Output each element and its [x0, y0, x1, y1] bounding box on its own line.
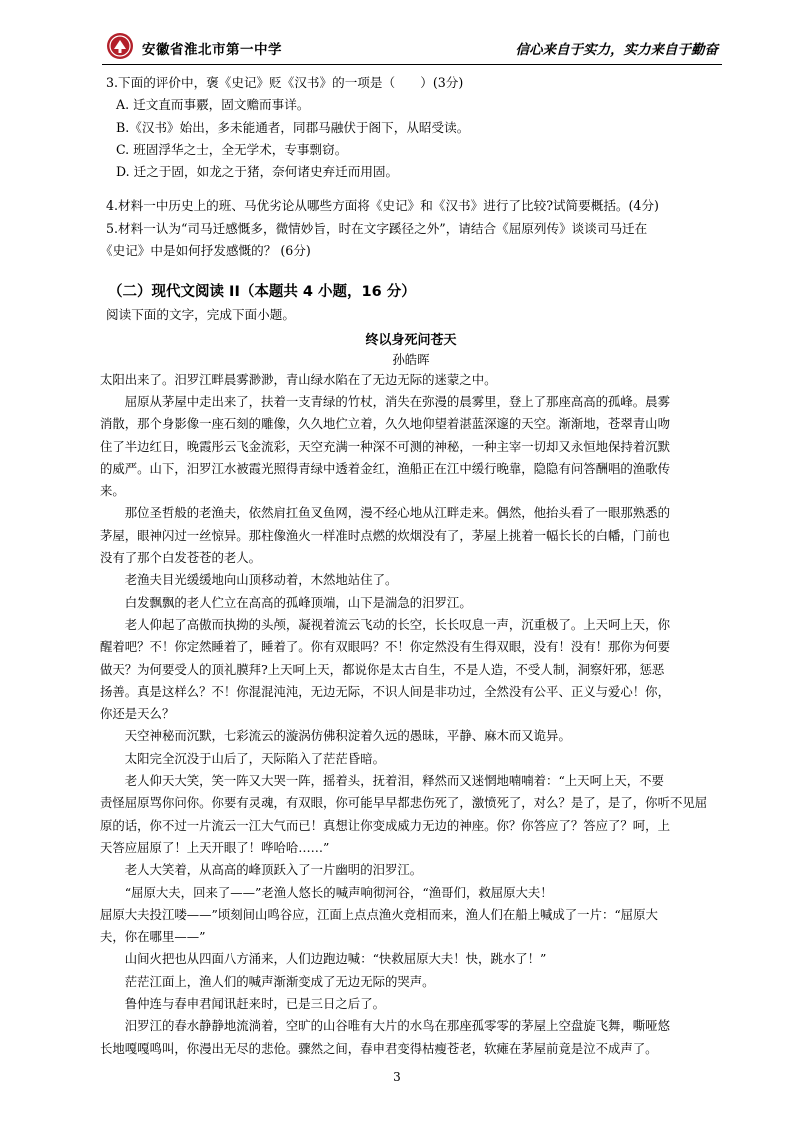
question-3-option-c: C. 班固浮华之士，全无学术，专事剽窃。 [116, 141, 348, 157]
story-line: 茅屋，眼神闪过一丝惊异。那柱像渔火一样准时点燃的炊烟没有了，茅屋上挑着一幅长长的白幡，门前也 [100, 527, 670, 543]
story-line: 做天？为何要受人的顶礼膜拜?上天呵上天，都说你是太古自生，不是人造，不受人制，洞察奸邪，惩恶 [100, 661, 665, 677]
page-header [102, 30, 722, 65]
page-content [100, 72, 722, 1060]
story-line: 你还是天么？ [100, 706, 175, 722]
story-line: “屈原大夫，回来了——”老渔人悠长的喊声响彻河谷，“渔哥们，救屈原大夫！ [100, 884, 553, 900]
story-title: 终以身死问苍天 [365, 332, 457, 348]
page-number: 3 [393, 1070, 401, 1084]
story-line: 鲁仲连与春申君闻讯赶来时，已是三日之后了。 [100, 995, 385, 1011]
question-3-option-a: A. 迁文直而事覈，固文赡而事详。 [116, 97, 310, 113]
story-line: 天空神秘而沉默，七彩流云的漩涡仿佛积淀着久远的愚昧，平静、麻木而又诡异。 [100, 728, 571, 744]
story-author: 孙皓晖 [392, 351, 430, 367]
story-line: 醒着吧？不！你定然睡着了，睡着了。你有双眼吗？不！你定然没有生得双眼，没有！没有！那你为何要 [100, 639, 670, 655]
story-line: 汨罗江的春水静静地流淌着，空旷的山谷唯有大片的水鸟在那座孤零零的茅屋上空盘旋飞舞，嘶哑悠 [100, 1018, 670, 1034]
story-line: 屈原从茅屋中走出来了，扶着一支青绿的竹杖，消失在弥漫的晨雾里，登上了那座高高的孤峰。晨雾 [100, 393, 670, 409]
story-line: 那位圣哲般的老渔夫，依然肩扛鱼叉鱼网，漫不经心地从江畔走来。偶然，他抬头看了一眼那熟悉的 [100, 505, 670, 521]
story-line: 住了半边红日，晚霞彤云飞金流彩，天空充满一种深不可测的神秘，一种主宰一切却又永恒地保持着沉默 [100, 438, 670, 454]
story-line: 太阳出来了。汨罗江畔晨雾渺渺，青山绿水陷在了无边无际的迷蒙之中。 [100, 371, 497, 387]
story-line: 老渔夫目光缓缓地向山顶移动着，木然地站住了。 [100, 572, 398, 588]
story-line: 的威严。山下，汨罗江水被霞光照得青绿中透着金红，渔船正在江中缓行晚靠，隐隐有问答酬唱的渔歌传 [100, 460, 670, 476]
school-logo-icon [106, 32, 134, 60]
story-line: 扬善。真是这样么？不！你混混沌沌，无边无际，不识人间是非功过，全然没有公平、正义与爱心！你， [100, 683, 670, 699]
story-line: 茫茫江面上，渔人们的喊声渐渐变成了无边无际的哭声。 [100, 973, 435, 989]
question-3-option-b: B.《汉书》始出，多未能通者，同郡马融伏于阁下，从昭受读。 [116, 119, 470, 135]
story-line: 来。 [100, 483, 125, 499]
story-line: 屈原大夫投江喽——”顷刻间山鸣谷应，江面上点点渔火竞相而来，渔人们在船上喊成了一片：“屈原大 [100, 906, 658, 922]
school-motto: 信心来自于实力，实力来自于勤奋 [515, 42, 718, 58]
question-3-option-d: D. 迁之于固，如龙之于猪，奈何诸史弃迁而用固。 [116, 164, 399, 180]
story-line: 太阳完全沉没于山后了，天际陷入了茫茫昏暗。 [100, 750, 385, 766]
story-line: 原的话，你不过一片流云一江大气而已！真想让你变成威力无边的神座。你？你答应了？答应了？呵，上 [100, 817, 670, 833]
story-line: 夫，你在哪里——” [100, 929, 206, 945]
story-line: 白发飘飘的老人伫立在高高的孤峰顶端，山下是湍急的汨罗江。 [100, 594, 472, 610]
section-title: （二）现代文阅读 II（本题共 4 小题，16 分） [108, 284, 416, 301]
question-3-stem: 3.下面的评价中，褒《史记》贬《汉书》的一项是（ ）(3分) [106, 75, 464, 90]
story-line: 山间火把也从四面八方涌来，人们边跑边喊：“快救屈原大夫！快，跳水了！” [100, 951, 547, 967]
story-line: 老人大笑着，从高高的峰顶跃入了一片幽明的汨罗江。 [100, 862, 423, 878]
story-body [100, 369, 722, 1060]
story-line: 责怪屈原骂你问你。你要有灵魂，有双眼，你可能早早都悲伤死了，激愤死了，对么？是了，是了，你听不见屈 [100, 795, 708, 811]
story-line: 天答应屈原了！上天开眼了！哗哈哈……” [100, 839, 330, 855]
story-line: 长地嘎嘎鸣叫，你漫出无尽的悲伧。骤然之间，春申君变得枯瘦苍老，软瘫在茅屋前竟是泣不成声了。 [100, 1040, 658, 1056]
question-5-line-2: 《史记》中是如何抒发感慨的？ (6分) [100, 243, 311, 259]
story-line: 没有了那个白发苍苍的老人。 [100, 550, 262, 566]
section-instruction: 阅读下面的文字，完成下面小题。 [106, 307, 295, 323]
question-4: 4.材料一中历史上的班、马优劣论从哪些方面将《史记》和《汉书》进行了比较?试简要概括。(4分) [106, 198, 659, 214]
story-line: 老人仰天大笑，笑一阵又大哭一阵，摇着头，抚着泪，释然而又迷惘地喃喃着：“上天呵上天，不要 [100, 773, 664, 789]
story-line: 老人仰起了高傲而执拗的头颅，凝视着流云飞动的长空，长长叹息一声，沉重极了。上天呵上天，你 [100, 616, 670, 632]
question-5-line-1: 5.材料一认为“司马迁感慨多，微情妙旨，时在文字蹊径之外”，请结合《屈原列传》谈谈司马迁在 [106, 220, 648, 236]
school-name: 安徽省淮北市第一中学 [142, 42, 282, 58]
story-line: 消散，那个身影像一座石刻的雕像，久久地伫立着，久久地仰望着湛蓝深邃的天空。渐渐地，苍翠青山吻 [100, 416, 670, 432]
